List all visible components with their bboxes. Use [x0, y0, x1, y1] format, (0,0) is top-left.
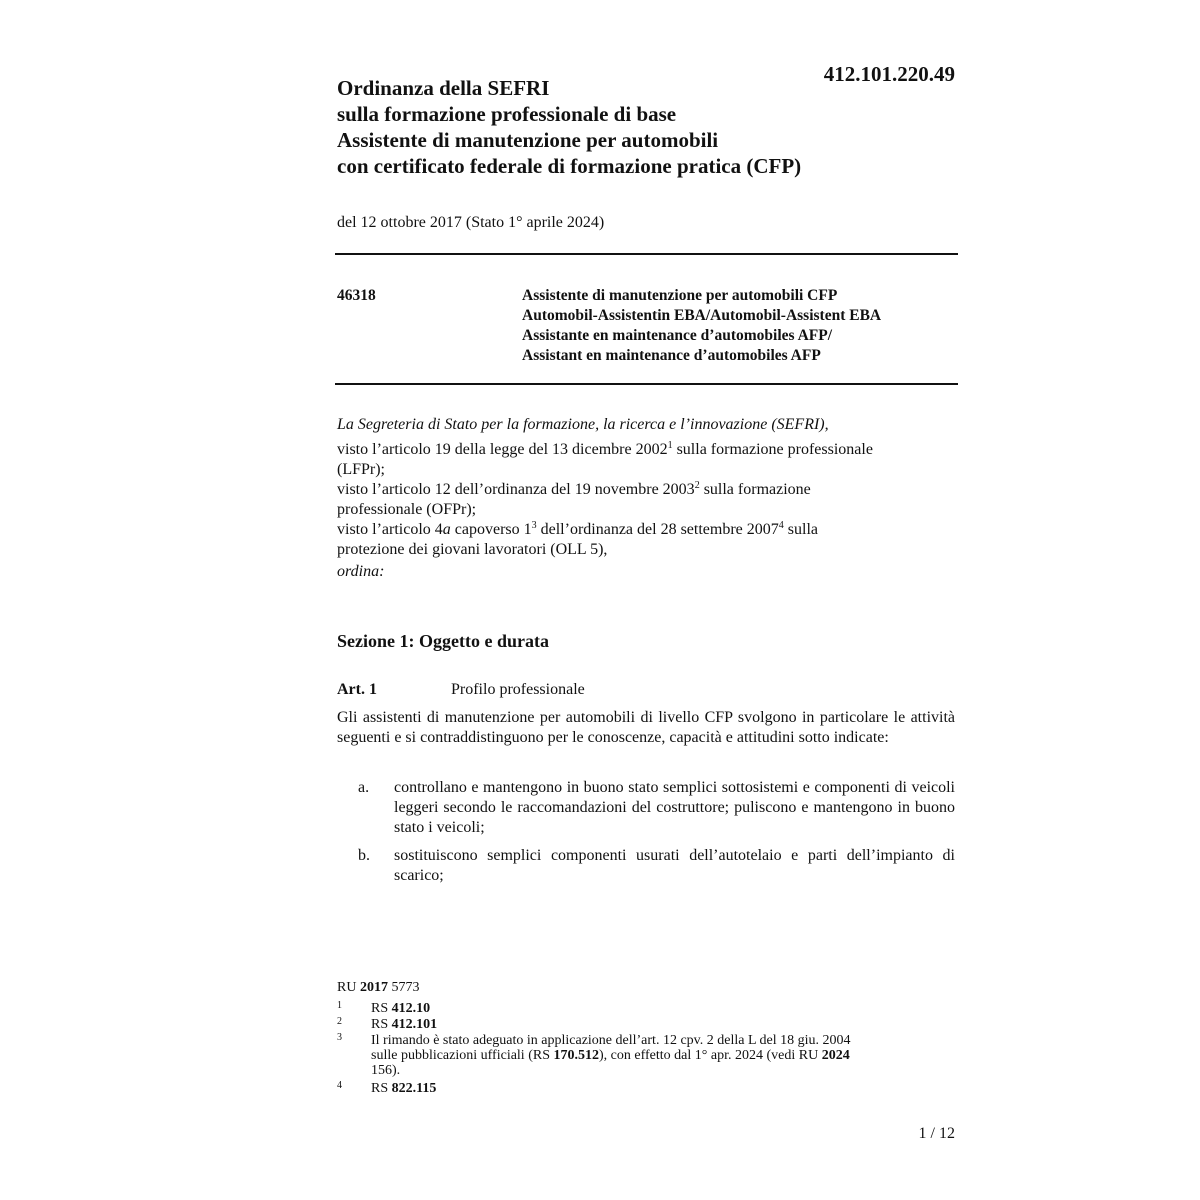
- title-line: con certificato federale di formazione pratica (CFP): [337, 154, 802, 178]
- preamble-line: (LFPr);: [337, 461, 385, 478]
- preamble-line: protezione dei giovani lavoratori (OLL 5),: [337, 541, 608, 558]
- footnote-text: Il rimando è stato adeguato in applicazione dell’art. 12 cpv. 2 della L del 18 giu. 2004 sulle pubblicazioni ufficiali (RS 170.512), con effetto dal 1° apr. 2024 (vedi RU 2024 156).: [371, 1033, 851, 1078]
- page-number: 1 / 12: [918, 1125, 955, 1142]
- footnote-text: RS 412.101: [371, 1017, 438, 1032]
- footnote-ref-2: 2: [694, 480, 700, 491]
- footnote-ref-1: 1: [667, 440, 673, 451]
- footnote-number: 4: [337, 1080, 342, 1091]
- footnote-text: RS 412.10: [371, 1001, 431, 1016]
- preamble-orders: ordina:: [337, 563, 385, 580]
- profession-name: Assistant en maintenance d’automobiles AFP: [522, 347, 821, 364]
- section-heading: Sezione 1: Oggetto e durata: [337, 631, 549, 651]
- footnote-ref-3: 3: [531, 520, 537, 531]
- profession-name: Assistente di manutenzione per automobili CFP: [522, 287, 838, 304]
- article-heading: [337, 680, 585, 700]
- list-item-letter: a.: [358, 779, 370, 796]
- footnote-number: 1: [337, 1000, 342, 1011]
- list-item-text: controllano e mantengono in buono stato semplici sottosistemi e componenti di veicoli leggeri secondo le raccomandazioni del costruttore; puliscono e mantengono in buono stato i veicoli;: [394, 779, 955, 836]
- footnote-text: RS 822.115: [371, 1081, 437, 1096]
- document-number: 412.101.220.49: [823, 62, 955, 86]
- footnote-ref-4: 4: [778, 520, 784, 531]
- profession-name: Assistante en maintenance d’automobiles AFP/: [522, 327, 832, 344]
- preamble-line: visto l’articolo 12 dell’ordinanza del 19 novembre 2003$^2$ sulla formazione: [337, 480, 811, 498]
- title-line: Assistente di manutenzione per automobili: [337, 128, 719, 152]
- preamble-line: visto l’articolo 19 della legge del 13 dicembre 2002$^1$ sulla formazione professionale: [337, 440, 873, 458]
- list-item-letter: b.: [358, 847, 370, 864]
- profession-names: [522, 286, 881, 366]
- preamble-line: professionale (OFPr);: [337, 501, 477, 518]
- article-intro: Gli assistenti di manutenzione per automobili di livello CFP svolgono in particolare le attività seguenti e si contraddistinguono per le conoscenze, capacità e attitudini sotto indicate:: [337, 709, 955, 746]
- preamble-line: visto l’articolo 4a capoverso $1^3$ dell’ordinanza del 28 settembre 2007$^4$ sulla: [337, 520, 818, 538]
- footnote-number: 2: [337, 1016, 342, 1027]
- preamble-authority: La Segreteria di Stato per la formazione, la ricerca e l’innovazione (SEFRI),: [337, 416, 829, 433]
- profession-code: 46318: [337, 287, 376, 304]
- document-date: del 12 ottobre 2017 (Stato 1° aprile 2024): [337, 214, 605, 231]
- ru-reference: RU 2017 5773: [337, 980, 420, 995]
- document-title: [337, 75, 897, 179]
- divider-bottom: [335, 383, 958, 385]
- article-title: Profilo professionale: [451, 681, 585, 698]
- preamble: [337, 415, 957, 582]
- article-number: Art. 1: [337, 681, 377, 698]
- title-line: Ordinanza della SEFRI: [337, 76, 550, 100]
- profession-name: Automobil-Assistentin EBA/Automobil-Assistent EBA: [522, 307, 882, 324]
- divider-top: [335, 253, 958, 255]
- title-line: sulla formazione professionale di base: [337, 102, 677, 126]
- list-item-text: sostituiscono semplici componenti usurati dell’autotelaio e parti dell’impianto di scarico;: [394, 847, 955, 884]
- footnote-number: 3: [337, 1032, 342, 1043]
